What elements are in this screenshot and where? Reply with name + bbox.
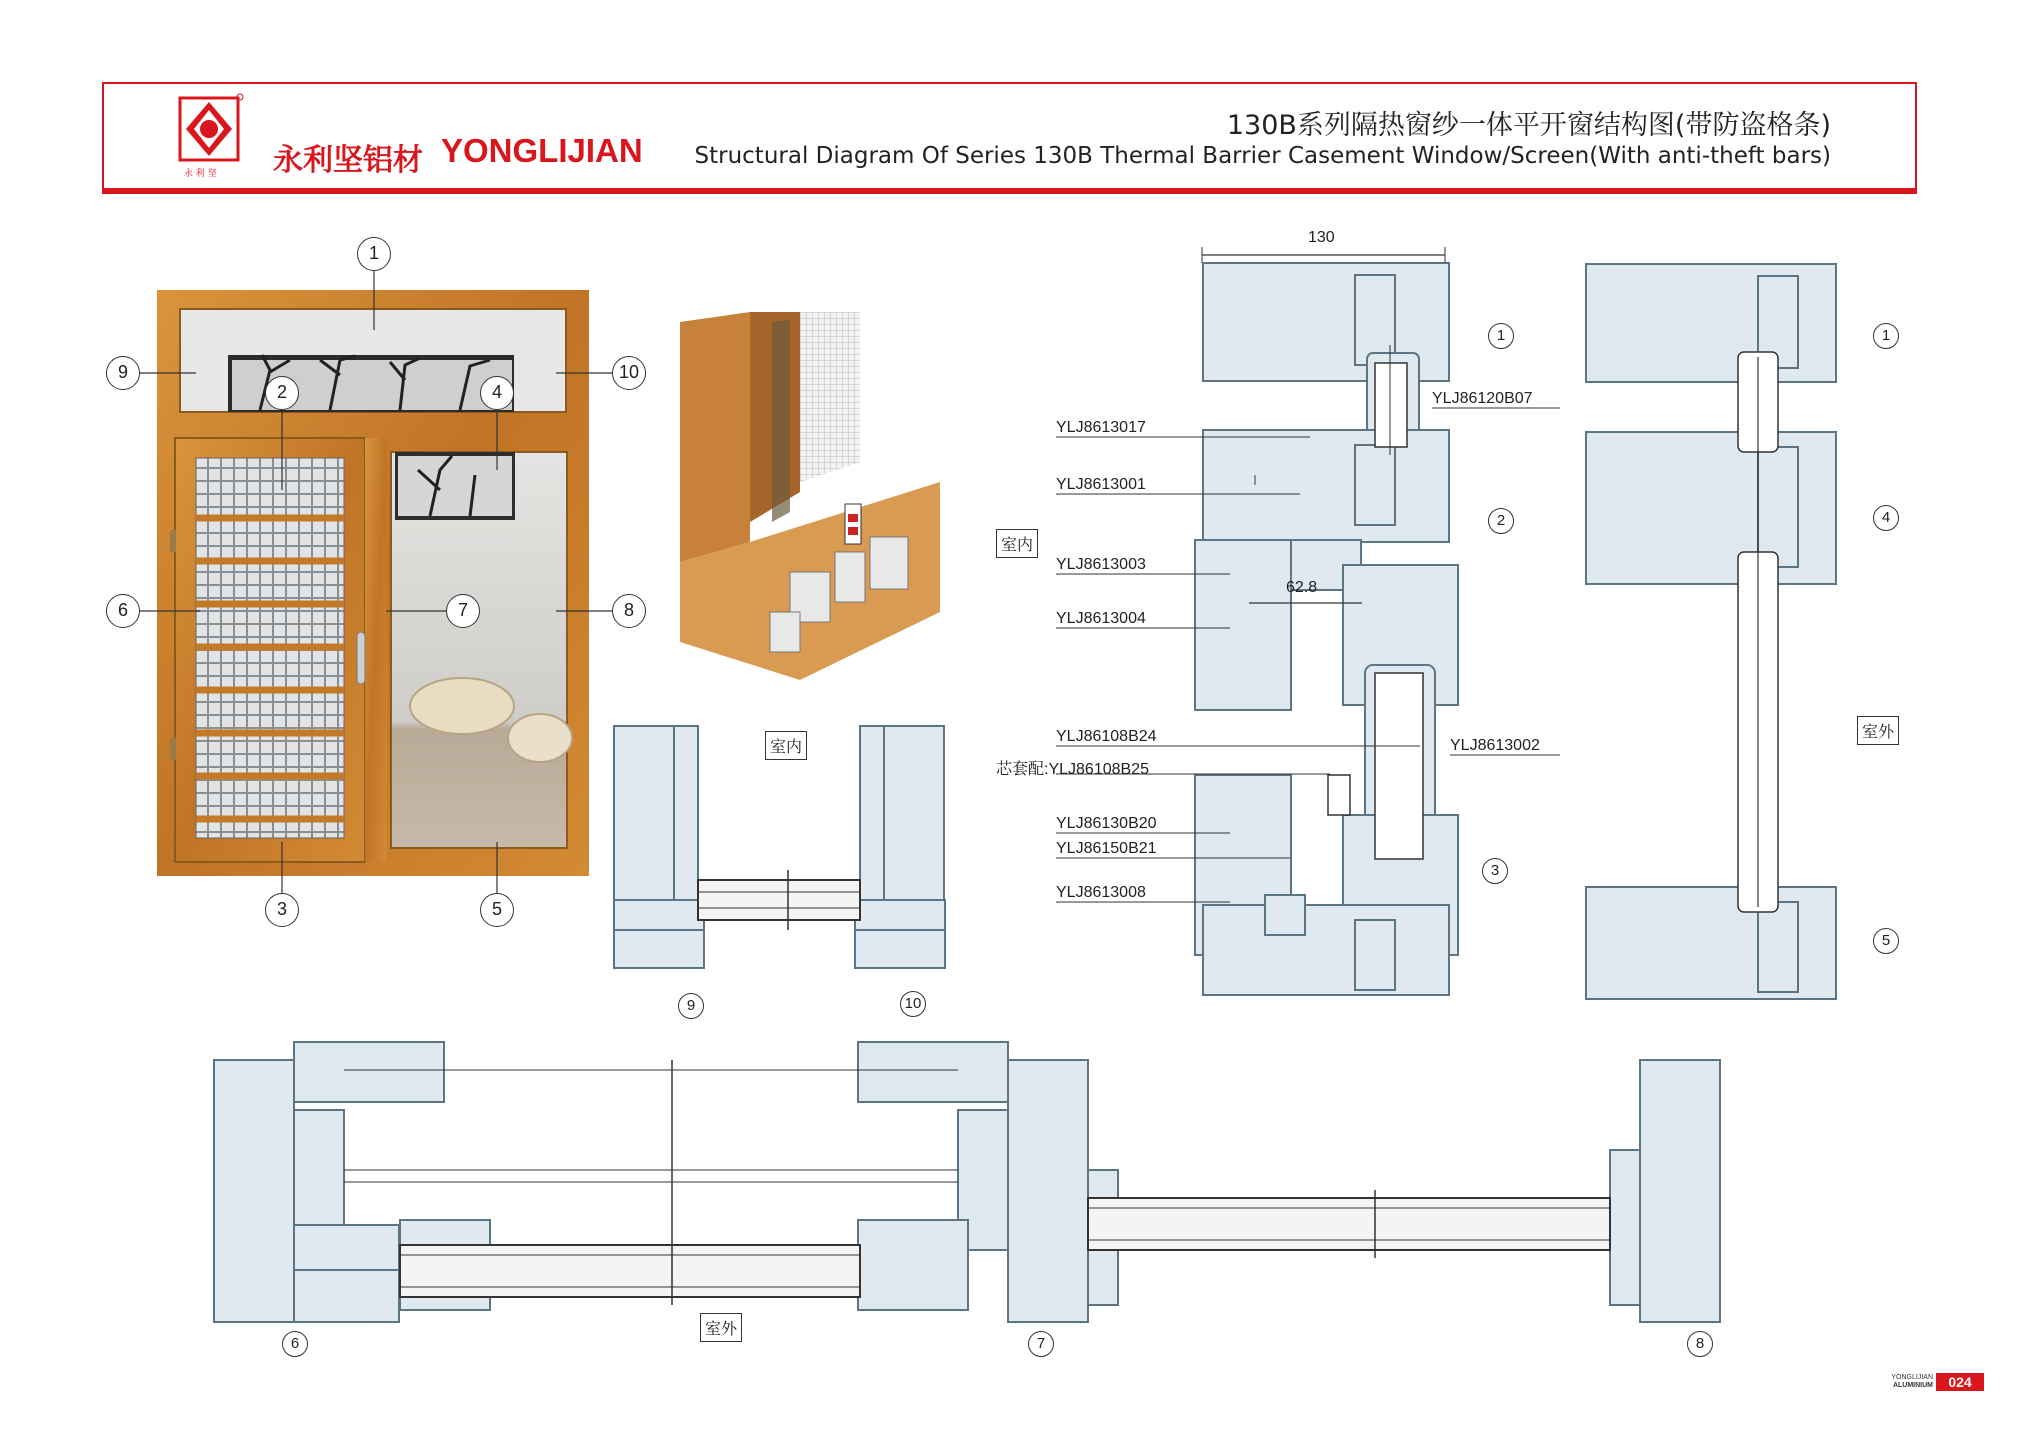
window-callout-6: 6 bbox=[106, 594, 140, 628]
window-callout-3: 3 bbox=[265, 893, 299, 927]
room-label-indoor-main: 室内 bbox=[996, 529, 1038, 558]
section-callout-9: 9 bbox=[678, 993, 704, 1019]
section-callout-6: 6 bbox=[282, 1331, 308, 1357]
profile-code-YLJ86108B24: YLJ86108B24 bbox=[1056, 728, 1157, 745]
page-title-en: Structural Diagram Of Series 130B Thermal Barrier Casement Window/Screen(With anti-theft bars) bbox=[694, 143, 1831, 169]
section-callout-8: 8 bbox=[1687, 1331, 1713, 1357]
profile-code-YLJ8613017: YLJ8613017 bbox=[1056, 419, 1146, 436]
section-callout-1-right: 1 bbox=[1873, 323, 1899, 349]
window-callout-9: 9 bbox=[106, 356, 140, 390]
section-callout-7: 7 bbox=[1028, 1331, 1054, 1357]
profile-code-YLJ86130B20: YLJ86130B20 bbox=[1056, 815, 1157, 832]
vertical-section-right bbox=[1582, 262, 1847, 1002]
room-label-indoor-9: 室内 bbox=[765, 731, 807, 760]
window-callout-10: 10 bbox=[612, 356, 646, 390]
profile-code-YLJ8613003: YLJ8613003 bbox=[1056, 556, 1146, 573]
profile-code-YLJ8613002: YLJ8613002 bbox=[1450, 737, 1540, 754]
section-callout-2: 2 bbox=[1488, 508, 1514, 534]
page-title-cn: 130B系列隔热窗纱一体平开窗结构图(带防盗格条) bbox=[1226, 110, 1831, 141]
profile-code-YLJ86150B21: YLJ86150B21 bbox=[1056, 840, 1157, 857]
footer-brand bbox=[1873, 1374, 1933, 1390]
page-number: 024 bbox=[1936, 1373, 1984, 1391]
profile-code-YLJ8613004: YLJ8613004 bbox=[1056, 610, 1146, 627]
profile-code-YLJ86120B07: YLJ86120B07 bbox=[1432, 390, 1533, 407]
window-callout-5: 5 bbox=[480, 893, 514, 927]
window-callout-8: 8 bbox=[612, 594, 646, 628]
room-label-outdoor-bottom: 室外 bbox=[700, 1313, 742, 1342]
section-callout-4: 4 bbox=[1873, 505, 1899, 531]
window-callout-7: 7 bbox=[446, 594, 480, 628]
footer-brand-line2: ALUMINIUM bbox=[1892, 1382, 1933, 1389]
window-callout-2: 2 bbox=[265, 376, 299, 410]
horizontal-section-bottom bbox=[210, 1040, 1790, 1330]
section-callout-10: 10 bbox=[900, 991, 926, 1017]
window-callout-1: 1 bbox=[357, 237, 391, 271]
footer-brand-line1: YONGLIJIAN bbox=[1891, 1374, 1933, 1381]
brand-name-cn: 永利坚铝材 bbox=[273, 143, 423, 178]
profile-code-YLJ8613008: YLJ8613008 bbox=[1056, 884, 1146, 901]
brand-name-en: YONGLIJIAN bbox=[441, 132, 643, 169]
section-callout-1: 1 bbox=[1488, 323, 1514, 349]
section-callout-5: 5 bbox=[1873, 928, 1899, 954]
logo-subtext: 永 利 坚 bbox=[184, 169, 217, 179]
room-label-outdoor-right: 室外 bbox=[1857, 716, 1899, 745]
dimension-62-8: 62.8 bbox=[1286, 579, 1318, 596]
profile-code-YLJ8613001: YLJ8613001 bbox=[1056, 476, 1146, 493]
section-callout-3: 3 bbox=[1482, 858, 1508, 884]
window-callout-4: 4 bbox=[480, 376, 514, 410]
profile-code-YLJ86108B25: 芯套配:YLJ86108B25 bbox=[996, 761, 1149, 778]
dimension-130: 130 bbox=[1308, 229, 1335, 246]
